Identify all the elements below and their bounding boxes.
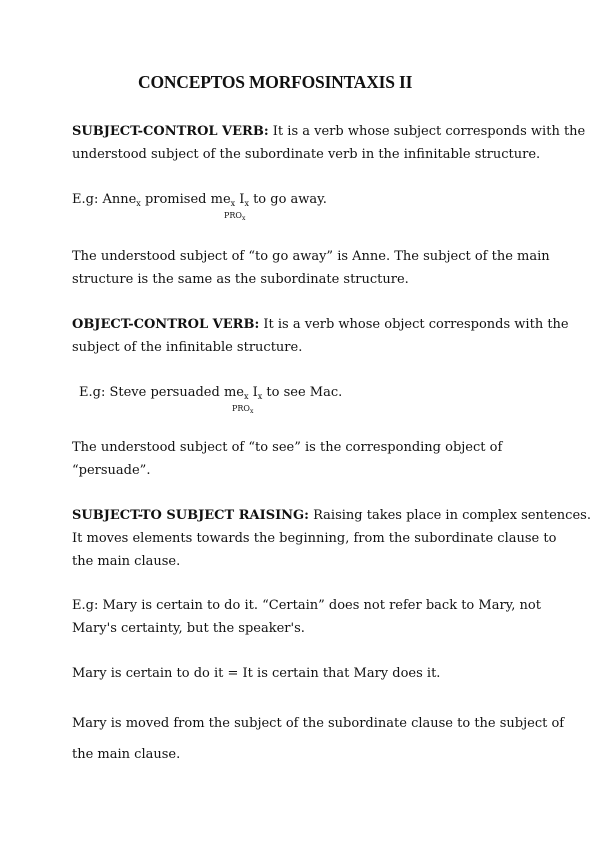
- object-control-term: OBJECT-CONTROL VERB:: [72, 317, 260, 332]
- raising-conclusion: Mary is moved from the subject of the subordinate clause to the subject of the main clause.: [72, 716, 565, 762]
- example-anne: E.g: Anne$_x$ promised $me_x$ $I_x$ to go away.: [72, 192, 327, 208]
- page-title: CONCEPTOS MORFOSINTAXIS II: [138, 72, 413, 92]
- object-control-line-1: OBJECT-CONTROL VERB: It is a verb whose object corresponds with the: [72, 317, 569, 332]
- subject-control-explanation: The understood subject of “to go away” is Anne. The subject of the main structure is the same as the subordinate structure.: [72, 249, 550, 287]
- object-control-definition: OBJECT-CONTROL VERB: It is a verb whose object corresponds with the subject of the infinitable structure.: [72, 313, 532, 359]
- example-steve: E.g: Steve persuaded $me_x$ $I_x$ to see Mac.: [79, 385, 343, 401]
- subject-control-term: SUBJECT-CONTROL VERB:: [72, 124, 269, 139]
- raising-definition: SUBJECT-TO SUBJECT RAISING: Raising takes place in complex sentences. It moves elements towards the beginning, from the subordinate clause to the main clause.: [72, 508, 591, 569]
- subject-control-definition: [72, 120, 586, 166]
- subject-control-line-2: understood subject of the subordinate verb in the infinitable structure.: [72, 147, 541, 162]
- raising-term: SUBJECT-TO SUBJECT RAISING:: [72, 508, 309, 523]
- raising-equivalence: Mary is certain to do it = It is certain that Mary does it.: [72, 666, 441, 681]
- raising-example: E.g: Mary is certain to do it. “Certain” does not refer back to Mary, not Mary's certainty, but the speaker's.: [72, 598, 541, 636]
- pro-marker-2: $PRO_x$: [232, 404, 254, 415]
- object-control-explanation: The understood subject of “to see” is the corresponding object of “persuade”.: [72, 440, 503, 478]
- subject-control-line-1: SUBJECT-CONTROL VERB: It is a verb whose subject corresponds with the: [72, 124, 586, 139]
- pro-marker-1: $PRO_x$: [224, 211, 246, 222]
